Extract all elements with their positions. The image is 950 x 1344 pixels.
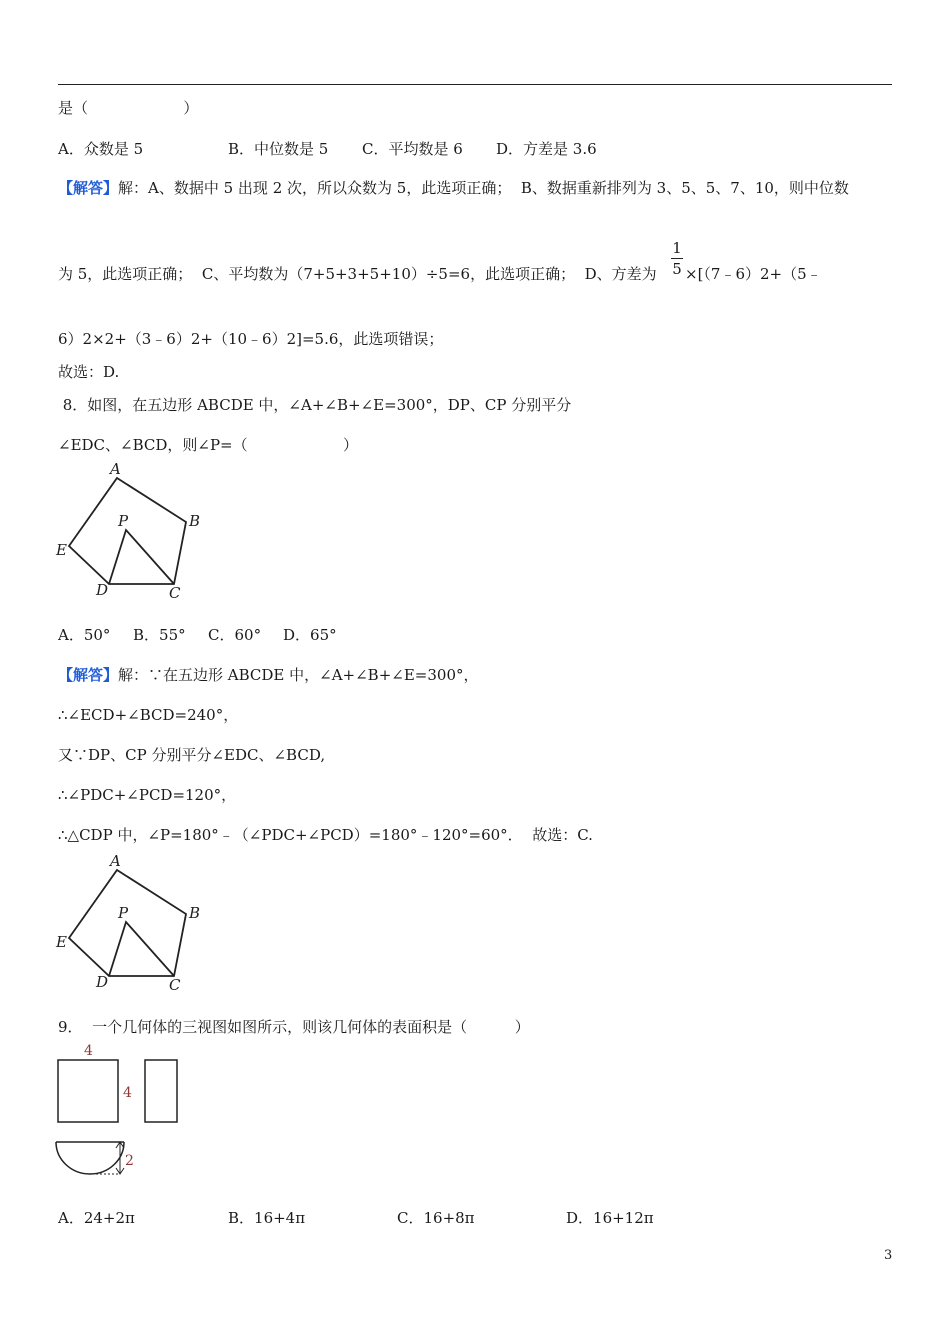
header-rule: [58, 84, 892, 85]
label-b: B: [189, 904, 201, 922]
q8-explanation-line-5: ∴△CDP 中，∠P=180°﹣（∠PDC+∠PCD）=180°﹣120°=60°． 故选：C.: [58, 826, 593, 844]
q8-explanation-line-4: ∴∠PDC+∠PCD=120°，: [58, 786, 237, 804]
q7-explanation-line-2b: ×[（7﹣6）2+（5﹣: [685, 265, 822, 283]
q8-option-a: A．50°: [58, 626, 111, 644]
q8-option-d: D．65°: [283, 626, 337, 644]
q7-answer: 故选：D.: [58, 363, 120, 381]
q8-explanation-line-2: ∴∠ECD+∠BCD=240°，: [58, 706, 239, 724]
page-number: 3: [884, 1248, 893, 1263]
q8-explanation-line-1: 【解答】解：∵在五边形 ABCDE 中，∠A+∠B+∠E=300°，: [58, 666, 479, 684]
q7-option-a: A．众数是 5: [58, 140, 144, 158]
fraction-numerator: 1: [672, 239, 682, 257]
q7-option-d: D．方差是 3.6: [496, 140, 597, 158]
label-p: P: [118, 512, 129, 530]
q7-option-b: B．中位数是 5: [228, 140, 329, 158]
q9-option-a: A．24+2π: [58, 1209, 135, 1227]
label-d: D: [96, 581, 109, 599]
pentagon-figure-question: [50, 458, 220, 606]
fraction-denominator: 5: [672, 260, 682, 278]
q9-stem: 9． 一个几何体的三视图如图所示，则该几何体的表面积是（ ）: [58, 1018, 530, 1036]
label-d: D: [96, 973, 109, 991]
label-c: C: [169, 976, 181, 994]
q9-option-d: D．16+12π: [566, 1209, 654, 1227]
q7-option-c: C．平均数是 6: [362, 140, 463, 158]
q8-option-c: C．60°: [208, 626, 262, 644]
height-label: 4: [123, 1085, 132, 1101]
q8-stem-line-2: ∠EDC、∠BCD，则∠P=（ ）: [58, 436, 358, 454]
q7-explanation-line-1: 【解答】解：A、数据中 5 出现 2 次，所以众数为 5，此选项正确； B、数据重新排列为 3、5、5、7、10，则中位数: [58, 179, 849, 197]
top-view-arc: [56, 1142, 124, 1174]
q9-option-b: B．16+4π: [228, 1209, 306, 1227]
q7-explanation-line-2a: 为 5，此选项正确； C、平均数为（7+5+3+5+10）÷5=6，此选项正确； D、方差为: [58, 265, 657, 283]
front-view: [58, 1060, 118, 1122]
label-e: E: [56, 933, 67, 951]
top-width-label: 4: [84, 1043, 93, 1059]
q8-option-b: B．55°: [133, 626, 186, 644]
q8-stem-line-1: 8．如图，在五边形 ABCDE 中，∠A+∠B+∠E=300°，DP、CP 分别平分: [58, 396, 572, 414]
label-a: A: [110, 852, 121, 870]
solution-tag: 【解答】: [58, 666, 119, 684]
side-view: [145, 1060, 177, 1122]
label-e: E: [56, 541, 67, 559]
depth-label: 2: [125, 1153, 134, 1169]
solution-tag: 【解答】: [58, 179, 119, 197]
q9-option-c: C．16+8π: [397, 1209, 475, 1227]
pentagon-figure-solution: [50, 850, 220, 998]
label-b: B: [189, 512, 201, 530]
label-c: C: [169, 584, 181, 602]
q7-explanation-line-3: 6）2×2+（3﹣6）2+（10﹣6）2]=5.6，此选项错误；: [58, 330, 444, 348]
three-view-figure: [52, 1038, 202, 1178]
label-p: P: [118, 904, 129, 922]
q7-stem-tail: 是（ ）: [58, 99, 199, 117]
q8-explanation-line-3: 又∵DP、CP 分别平分∠EDC、∠BCD,: [58, 746, 326, 764]
label-a: A: [110, 460, 121, 478]
one-fifth-fraction: [671, 240, 683, 277]
